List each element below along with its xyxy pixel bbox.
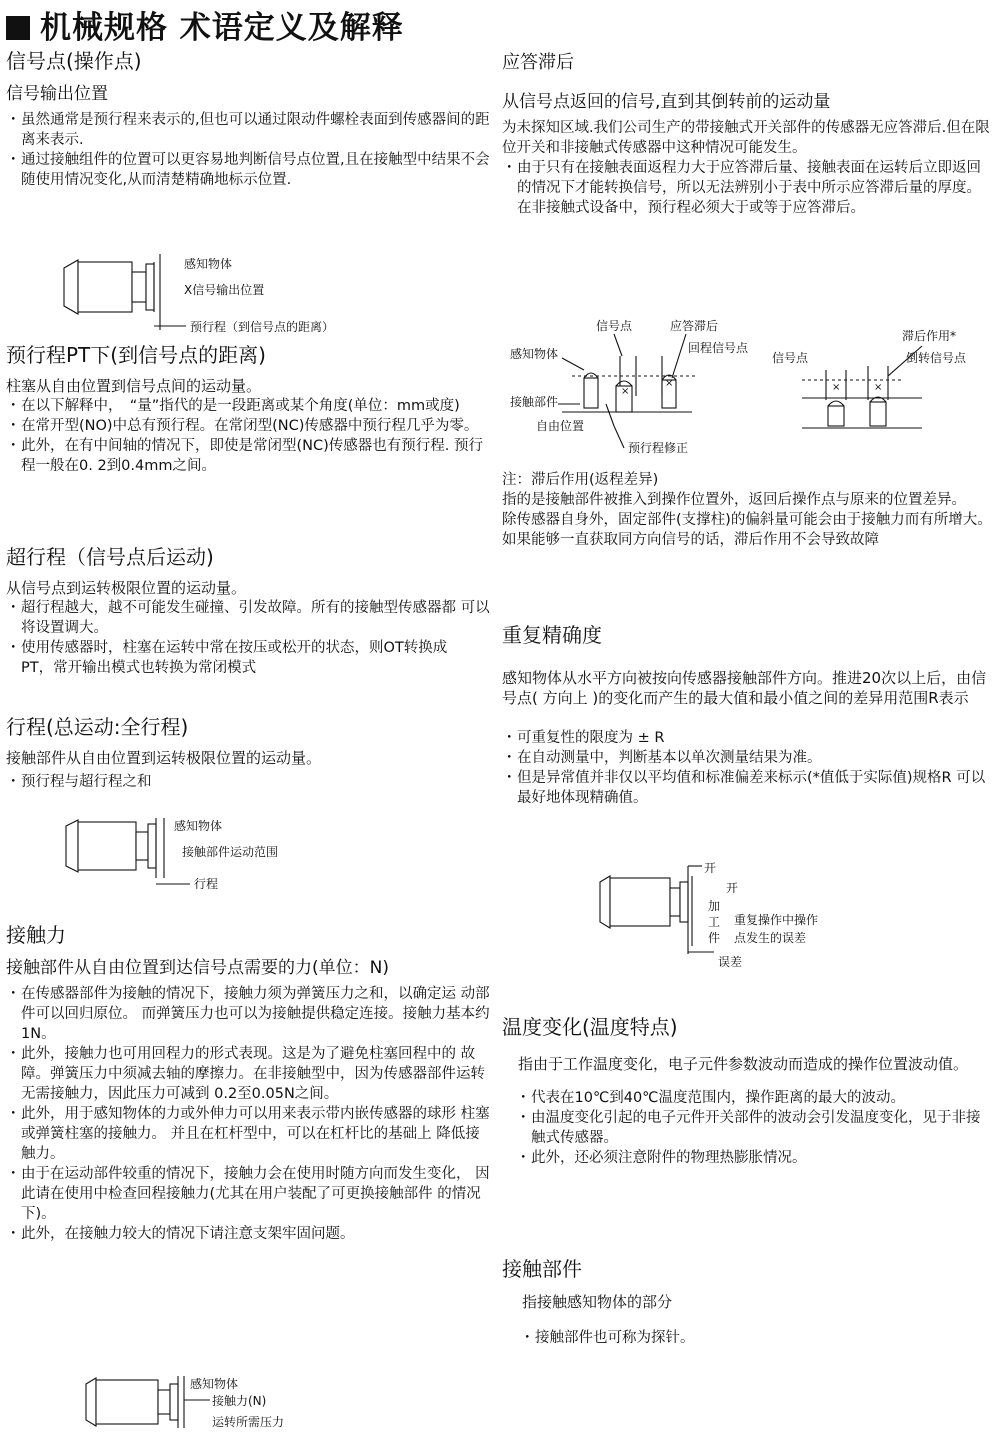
bullet-list (502, 1328, 994, 1348)
diagram-label: 回程信号点 (688, 341, 749, 355)
list-item: ・ 虽然通常是预行程来表示的,但也可以通过限动件螺栓表面到传感器间的距离来表示. (6, 110, 492, 150)
section-heading: 应答滞后 (502, 52, 574, 73)
list-item: ・ 使用传感器时，柱塞在运转中常在按压或松开的状态，则OT转换成 PT，常开输出模式也转换为常闭模式 (6, 638, 492, 678)
bullet-list (6, 396, 492, 476)
section-lead: 感知物体从水平方向被按向传感器接触部件方向。推进20次以上后，由信号点( 方向上 )的变化而产生的最大值和最小值之间的差异用范围R表示 (502, 669, 987, 707)
list-item: ・ 此外，还必须注意附件的物理热膨胀情况。 (516, 1148, 994, 1168)
diagram-label: 自由位置 (536, 419, 585, 433)
section-pretravel (6, 342, 492, 476)
page-title-text: 机械规格 术语定义及解释 (40, 10, 404, 46)
diagram-label: 工 (708, 915, 721, 929)
diagram-label: 滞后作用* (902, 329, 957, 343)
list-item: ・ 可重复性的限度为 ± R (502, 728, 994, 748)
section-contact-force (6, 922, 492, 1429)
note-line: 注：滞后作用(返程差异) (502, 472, 659, 488)
list-item: ・ 在常开型(NO)中总有预行程。在常闭型(NC)传感器中预行程几乎为零。 (6, 416, 492, 436)
diagram-label: 倒转信号点 (906, 351, 967, 365)
section-hysteresis (502, 50, 994, 455)
section-heading: 温度变化(温度特点) (502, 1015, 678, 1039)
diagram-label: 感知物体 (184, 257, 233, 271)
bullet-list (502, 728, 994, 808)
diagram-label: 预行程（到信号点的距离） (190, 320, 335, 334)
diagram-label: 感知物体 (510, 347, 559, 361)
list-item: ・ 在传感器部件为接触的情况下，接触力须为弹簧压力之和，以确定运 动部件可以回归原位。 而弹簧压力也可以为接触提供稳定连接。接触力基本约1N。 (6, 984, 492, 1044)
diagram-label: 开 (726, 881, 739, 895)
note-line: 除传感器自身外，固定部件(支撑柱)的偏斜量可能会由于接触力而有所增大。如果能够一直获取同方向信号的话，滞后作用不会导致故障 (502, 512, 992, 548)
travel-diagram (60, 814, 420, 894)
list-item: ・ 此外，在有中间轴的情况下，即使是常闭型(NC)传感器也有预行程. 预行程一般在0. 2到0.4mm之间。 (6, 436, 492, 476)
diagram-label: 误差 (718, 955, 743, 969)
diagram-label: 感知物体 (190, 1377, 239, 1391)
list-item: ・ 超行程越大，越不可能发生碰撞、引发故障。所有的接触型传感器都 可以将设置调大。 (6, 598, 492, 638)
section-heading: 超行程（信号点后运动) (6, 545, 214, 569)
diagram-label: 运转所需压力 (212, 1415, 285, 1429)
section-lead: 指接触感知物体的部分 (522, 1293, 673, 1311)
x-mark-icon: × (621, 386, 630, 397)
page-title (6, 2, 404, 47)
x-mark-icon: × (874, 382, 883, 393)
list-item: ・ 预行程与超行程之和 (6, 772, 492, 792)
diagram-label: 应答滞后 (670, 319, 719, 333)
list-item: ・ 此外，接触力也可用回程力的形式表现。这是为了避免柱塞回程中的 故障。弹簧压力中须减去轴的摩擦力。在非接触型中，因为传感器部件运转无需接触力，因此压力可减到 0.2至0.05N之间。 (6, 1044, 492, 1104)
section-subheading: 信号输出位置 (6, 84, 108, 104)
diagram-label: 接触部件运动范围 (182, 845, 279, 859)
bullet-list (502, 158, 994, 218)
section-lead: 为未探知区域.我们公司生产的带接触式开关部件的传感器无应答滞后.但在限位开关和非接触式传感器中这种情况可能发生。 (502, 120, 990, 156)
repeat-accuracy-diagram (594, 862, 974, 974)
diagram-label: 信号点 (772, 351, 809, 365)
section-travel (6, 714, 492, 891)
diagram-label: 预行程修正 (628, 441, 689, 455)
section-subheading: 接触部件从自由位置到达信号点需要的力(单位：N) (6, 958, 389, 978)
section-lead: 接触部件从自由位置到运转极限位置的运动量。 (6, 749, 322, 767)
diagram-label: 接触部件 (510, 395, 559, 409)
bullet-list (6, 984, 492, 1244)
list-item: ・ 此外，在接触力较大的情况下请注意支架牢固问题。 (6, 1224, 492, 1244)
x-mark-icon: × (665, 378, 674, 389)
bullet-list (6, 772, 492, 792)
list-item: ・ 在以下解释中， “量”指代的是一段距离或某个角度(单位：mm或度) (6, 396, 492, 416)
diagram-label: 重复操作中操作 (734, 913, 819, 927)
section-lead: 从信号点到运转极限位置的运动量。 (6, 579, 247, 597)
diagram-label: 信号点 (596, 319, 633, 333)
list-item: ・ 在自动测量中，判断基本以单次测量结果为准。 (502, 748, 994, 768)
note-block (502, 470, 994, 550)
section-contact-part (502, 1256, 994, 1348)
diagram-label: X信号输出位置 (184, 283, 265, 297)
section-heading: 预行程PT下(到信号点的距离) (6, 343, 266, 367)
diagram-label: 件 (708, 931, 721, 945)
diagram-label: 加 (708, 899, 721, 913)
bullet-list (502, 1088, 994, 1168)
note-line: 指的是接触部件被推入到操作位置外，返回后操作点与原来的位置差异。 (502, 492, 966, 508)
diagram-label: 感知物体 (174, 819, 223, 833)
list-item: ・ 代表在10℃到40℃温度范围内，操作距离的最大的波动。 (516, 1088, 994, 1108)
list-item: ・ 此外，用于感知物体的力或外伸力可以用来表示带内嵌传感器的球形 柱塞或弹簧柱塞的接触力。 并且在杠杆型中，可以在杠杆比的基础上 降低接触力。 (6, 1104, 492, 1164)
section-lead: 柱塞从自由位置到信号点间的运动量。 (6, 377, 262, 395)
hysteresis-diagram (502, 316, 994, 466)
list-item: ・ 但是异常值并非仅以平均值和标准偏差来标示(*值低于实际值)规格R 可以最好地体现精确值。 (502, 768, 994, 808)
bullet-list (6, 110, 492, 190)
x-mark-icon: × (832, 382, 841, 393)
square-bullet-icon (6, 16, 30, 40)
diagram-label: 接触力(N) (212, 1394, 267, 1408)
bullet-list (6, 598, 492, 678)
section-heading: 行程(总运动:全行程) (6, 715, 189, 739)
section-heading: 接触部件 (502, 1257, 582, 1281)
diagram-label: 点发生的误差 (734, 931, 807, 945)
list-item: ・ 由温度变化引起的电子元件开关部件的波动会引发温度变化，见于非接触式传感器。 (516, 1108, 994, 1148)
section-heading: 重复精确度 (502, 623, 602, 647)
section-heading: 接触力 (6, 923, 66, 947)
section-subheading: 从信号点返回的信号,直到其倒转前的运动量 (502, 92, 831, 112)
section-lead: 指由于工作温度变化，电子元件参数波动而造成的操作位置波动值。 (518, 1055, 969, 1073)
list-item: ・ 通过接触组件的位置可以更容易地判断信号点位置,且在接触型中结果不会随使用情况变化,从而清楚精确地标示位置. (6, 150, 492, 190)
section-heading: 信号点(操作点) (6, 49, 142, 73)
list-item: ・ 接触部件也可称为探针。 (520, 1328, 994, 1348)
diagram-label: 行程 (194, 877, 219, 891)
signal-point-diagram (56, 250, 416, 340)
section-overtravel (6, 544, 492, 678)
list-item: ・ 由于在运动部件较重的情况下，接触力会在使用时随方向而发生变化， 因此请在使用中检查回程接触力(尤其在用户装配了可更换接触部件 的情况下)。 (6, 1164, 492, 1224)
section-signal-point (6, 48, 492, 334)
section-temperature (502, 1014, 994, 1168)
list-item: ・ 由于只有在接触表面返程力大于应答滞后量、接触表面在运转后立即返回的情况下才能转换信号，所以无法辨别小于表中所示应答滞后量的厚度。在非接触式设备中，预行程必须大于或等于应答滞后。 (502, 158, 994, 218)
contact-force-diagram (80, 1370, 440, 1436)
diagram-label: 开 (704, 862, 717, 875)
section-repeat-accuracy (502, 622, 994, 969)
